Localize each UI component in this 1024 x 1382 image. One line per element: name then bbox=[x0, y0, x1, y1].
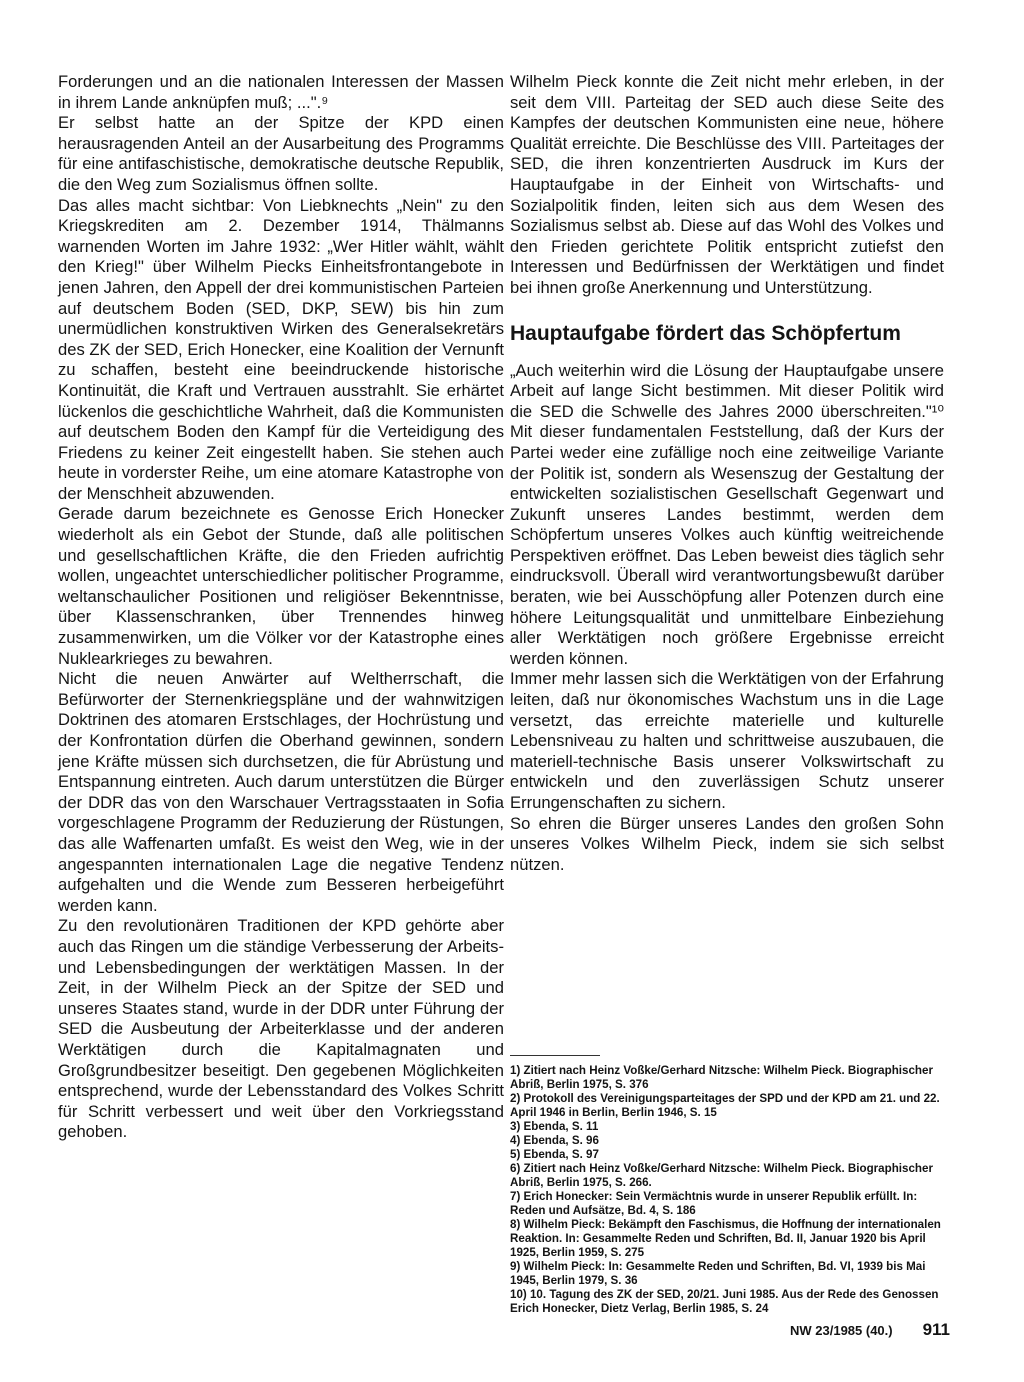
footnote: 9) Wilhelm Pieck: In: Gesammelte Reden und Schriften, Bd. VI, 1939 bis Mai 1945, Berlin 1979, S. 36 bbox=[510, 1260, 926, 1287]
footnote: 6) Zitiert nach Heinz Voßke/Gerhard Nitzsche: Wilhelm Pieck. Biographischer Abriß, Berlin 1975, S. 266. bbox=[510, 1162, 933, 1189]
footnote: 4) Ebenda, S. 96 bbox=[510, 1134, 599, 1147]
footnote: 8) Wilhelm Pieck: Bekämpft den Faschismus, die Hoffnung der internationalen Reaktion. In: Gesammelte Reden und Schriften, Bd. II, Januar 1920 bis April 1925, Berlin 1959, S. 275 bbox=[510, 1218, 941, 1259]
paragraph: Wilhelm Pieck konnte die Zeit nicht mehr erleben, in der seit dem VIII. Parteitag der SED auch diese Seite des Kampfes der deutschen Kommunisten eine neue, höhere Qualität erreichte. Die Beschlüsse des VIII. Parteitages der SED, die ihren konzentrierten Ausdruck im Kurs der Hauptaufgabe in der Einheit von Wirtschafts- und Sozialpolitik finden, leiten sich aus dem Wesen des Sozialismus selbst ab. Diese auf das Wohl des Volkes und den Frieden gerichtete Politik entspricht zutiefst den Interessen und Bedürfnissen der Werktätigen und findet bei ihnen große Anerkennung und Unterstützung. bbox=[510, 72, 944, 297]
page-number: 911 bbox=[922, 1320, 950, 1339]
paragraph: Immer mehr lassen sich die Werktätigen von der Erfahrung leiten, daß nur ökonomisches Wachstum uns in die Lage versetzt, das erreichte materielle und kulturelle Lebensniveau zu halten und schrittweise auszubauen, die materiell-technische Basis unserer Volkswirtschaft zu entwickeln und den zuverlässigen Schutz unserer Errungenschaften zu sichern. bbox=[510, 669, 944, 812]
footnote: 1) Zitiert nach Heinz Voßke/Gerhard Nitzsche: Wilhelm Pieck. Biographischer Abriß, Berlin 1975, S. 376 bbox=[510, 1064, 933, 1091]
footnote-divider bbox=[510, 1055, 600, 1056]
paragraph: Das alles macht sichtbar: Von Liebknechts „Nein" zu den Kriegskrediten am 2. Dezember 1914, Thälmanns warnenden Worten im Jahre 1932: „Wer Hitler wählt, wählt den Krieg!" über Wilhelm Piecks Einheitsfrontangebote in jenen Jahren, den Appell der drei kommunistischen Parteien auf deutschem Boden (SED, DKP, SEW) bis hin zum unermüdlichen konstruktiven Wirken des Generalsekretärs des ZK der SED, Erich Honecker, eine Koalition der Vernunft zu schaffen, besteht eine beeindruckende historische Kontinuität, die Kraft und Vertrauen ausstrahlt. Sie erhärtet lückenlos die geschichtliche Wahrheit, daß die Kommunisten auf deutschem Boden den Kampf für die Verteidigung des Friedens zu keiner Zeit eingestellt haben. Sie stehen auch heute in vorderster Reihe, um eine atomare Katastrophe von der Menschheit abzuwenden. bbox=[58, 195, 504, 503]
footnote: 5) Ebenda, S. 97 bbox=[510, 1148, 599, 1161]
paragraph: Er selbst hatte an der Spitze der KPD einen herausragenden Anteil an der Ausarbeitung des Programms für eine antifaschistische, demokratische deutsche Republik, die den Weg zum Sozialismus öffnen sollte. bbox=[58, 113, 504, 194]
issue-label: NW 23/1985 (40.) bbox=[790, 1323, 893, 1338]
paragraph: So ehren die Bürger unseres Landes den großen Sohn unseres Volkes Wilhelm Pieck, indem sie sich selbst nützen. bbox=[510, 813, 944, 874]
footnote: 2) Protokoll des Vereinigungsparteitages der SPD und der KPD am 21. und 22. April 1946 in Berlin, Berlin 1946, S. 15 bbox=[510, 1092, 940, 1119]
paragraph: Gerade darum bezeichnete es Genosse Erich Honecker wiederholt als ein Gebot der Stunde, daß alle politischen und gesellschaftlichen Kräfte, die den Frieden aufrichtig wollen, ungeachtet unterschiedlicher politischer Programme, weltanschaulicher Positionen und religiöser Bekenntnisse, über Klassenschranken, über Trennendes hinweg zusammenwirken, um die Völker vor der Katastrophe eines Nuklearkrieges zu bewahren. bbox=[58, 504, 504, 668]
footnote: 3) Ebenda, S. 11 bbox=[510, 1120, 599, 1133]
footnote: 7) Erich Honecker: Sein Vermächtnis wurde in unserer Republik erfüllt. In: Reden und Aufsätze, Bd. 4, S. 186 bbox=[510, 1190, 918, 1217]
paragraph: „Auch weiterhin wird die Lösung der Hauptaufgabe unsere Arbeit auf lange Sicht bestimmen. Mit dieser Politik wird die SED die Schwelle des Jahres 2000 überschreiten."¹⁰ Mit dieser fundamentalen Feststellung, daß der Kurs der Partei weder eine zufällige noch eine zeitweilige Variante der Politik ist, sondern als Wesenszug der Gestaltung der entwickelten sozialistischen Gesellschaft Gegenwart und Zukunft unseres Landes bestimmt, werden dem Schöpfertum unseres Volkes auch künftig weitreichende Perspektiven eröffnet. Das Leben beweist dies täglich sehr eindrucksvoll. Überall wird verantwortungsbewußt darüber beraten, wie bei Ausschöpfung aller Potenzen durch eine höhere Leitungsqualität und unmittelbare Einbeziehung aller Werktätigen noch größere Ergebnisse erreicht werden können. bbox=[510, 360, 944, 668]
section-heading: Hauptaufgabe fördert das Schöpfertum bbox=[510, 321, 901, 345]
footnote: 10) 10. Tagung des ZK der SED, 20/21. Juni 1985. Aus der Rede des Genossen Erich Honecker, Dietz Verlag, Berlin 1985, S. 24 bbox=[510, 1288, 939, 1315]
right-column bbox=[510, 72, 944, 875]
paragraph: Nicht die neuen Anwärter auf Weltherrschaft, die Befürworter der Sternenkriegspläne und der wahnwitzigen Doktrinen des atomaren Erstschlages, der Hochrüstung und der Konfrontation dürfen die Oberhand gewinnen, sondern jene Kräfte müssen sich durchsetzen, die für Abrüstung und Entspannung eintreten. Auch darum unterstützen die Bürger der DDR das von den Warschauer Vertragsstaaten in Sofia vorgeschlagene Programm der Reduzierung der Rüstungen, das alle Waffenarten umfaßt. Es weist den Weg, wie in der angespannten internationalen Lage die negative Tendenz aufgehalten und die Wende zum Besseren herbeigeführt werden kann. bbox=[58, 669, 504, 915]
left-column bbox=[58, 72, 504, 1143]
footnotes bbox=[510, 1055, 944, 1316]
page-footer bbox=[790, 1320, 950, 1340]
paragraph: Zu den revolutionären Traditionen der KPD gehörte aber auch das Ringen um die ständige Verbesserung der Arbeits- und Lebensbedingungen der werktätigen Massen. In der Zeit, in der Wilhelm Pieck an der Spitze der SED und unseres Staates stand, wurde in der DDR unter Führung der SED die Ausbeutung der Arbeiterklasse und der anderen Werktätigen durch die Kapitalmagnaten und Großgrundbesitzer beseitigt. Den gegebenen Möglichkeiten entsprechend, wurde der Lebensstandard des Volkes Schritt für Schritt verbessert und weit über den Vorkriegsstand gehoben. bbox=[58, 916, 504, 1142]
paragraph: Forderungen und an die nationalen Interessen der Massen in ihrem Lande anknüpfen muß; ...".⁹ bbox=[58, 72, 504, 112]
